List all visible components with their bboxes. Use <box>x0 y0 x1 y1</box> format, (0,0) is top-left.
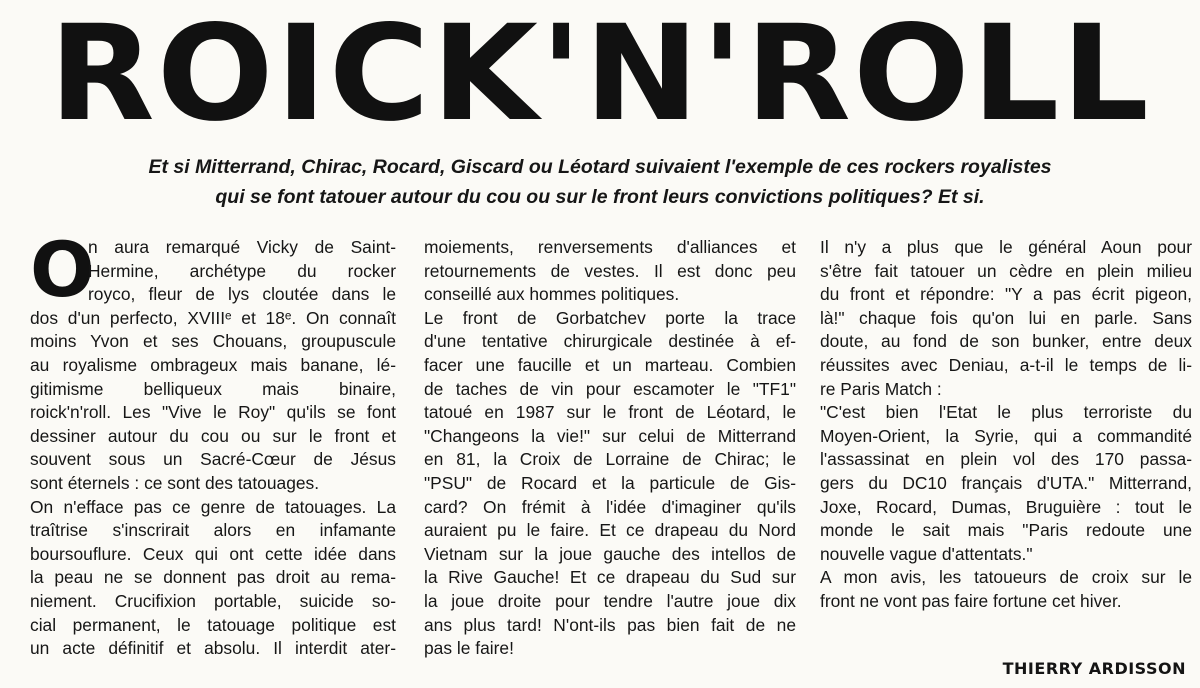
text-line: niement. Crucifixion portable, suicide so- <box>30 590 396 611</box>
text-line: sont éternels : ce sont des tatouages. <box>30 472 320 493</box>
text-line: ans plus tard! N'ont-ils pas bien fait de ne <box>424 614 796 635</box>
text-line: nouvelle vague d'attentats." <box>820 543 1033 564</box>
text-line: s'être fait tatouer un cèdre en plein milieu <box>820 260 1192 281</box>
text-line: d'une tentative chirurgicale destinée à ef- <box>424 331 796 352</box>
text-line: "C'est bien l'Etat le plus terroriste du <box>820 402 1192 423</box>
drop-cap: O <box>30 225 95 314</box>
text-line: de taches de vin pour escamoter le "TF1" <box>424 378 796 399</box>
text-line: A mon avis, les tatoueurs de croix sur le <box>820 567 1192 588</box>
article-column-3 <box>820 236 1192 614</box>
text-line: moins Yvon et ses Chouans, groupuscule <box>30 331 396 352</box>
text-line: en 81, la Croix de Lorraine de Chirac; le <box>424 449 796 470</box>
text-line: du front et répondre: "Y a pas écrit pigeon, <box>820 284 1192 305</box>
text-line: pas le faire! <box>424 638 514 659</box>
headline: ROICK'N'ROLL <box>49 0 1151 151</box>
standfirst-line: Et si Mitterrand, Chirac, Rocard, Giscard ou Léotard suivaient l'exemple de ces rockers royalistes <box>148 156 1052 178</box>
text-line: moiements, renversements d'alliances et <box>424 237 796 257</box>
text-line: facer une faucille et un marteau. Combien <box>424 354 796 375</box>
text-line: auraient pu le faire. Et ce drapeau du Nord <box>424 520 796 541</box>
text-line: la peau ne se donnent pas droit au rema- <box>30 567 396 588</box>
text-line: roick'n'roll. Les "Vive le Roy" qu'ils se font <box>30 402 396 423</box>
text-line: n aura remarqué Vicky de Saint- <box>88 237 396 257</box>
author-signature: THIERRY ARDISSON <box>1002 659 1186 678</box>
text-line: tatoué en 1987 sur le front de Léotard, le <box>424 402 796 423</box>
text-line: monde le sait mais "Paris redoute une <box>820 520 1192 541</box>
text-line: Le front de Gorbatchev porte la trace <box>424 307 796 328</box>
text-line: conseillé aux hommes politiques. <box>424 284 680 305</box>
text-line: On n'efface pas ce genre de tatouages. La <box>30 496 396 517</box>
article-column-1 <box>30 225 396 661</box>
text-line: là!" chaque fois qu'on lui en parle. Sans <box>820 307 1192 328</box>
text-line: Hermine, archétype du rocker <box>88 260 396 281</box>
text-line: l'assassinat en plein vol des 170 passa- <box>820 449 1192 470</box>
text-line: traîtrise s'inscrirait alors en infamante <box>30 520 396 541</box>
text-line: Il n'y a plus que le général Aoun pour <box>820 237 1192 257</box>
text-line: gers du DC10 français d'UTA." Mitterrand, <box>820 472 1192 493</box>
text-line: souvent sous un Sacré-Cœur de Jésus <box>30 449 396 470</box>
text-line: "Changeons la vie!" sur celui de Mitterrand <box>424 425 796 446</box>
standfirst <box>60 152 1140 212</box>
text-line: cial permanent, le tatouage politique est <box>30 614 396 635</box>
text-line: un acte définitif et absolu. Il interdit ater- <box>30 638 396 659</box>
text-line: Joxe, Rocard, Dumas, Bruguière : tout le <box>820 496 1192 517</box>
text-line: réussites avec Deniau, a-t-il le temps de li- <box>820 354 1192 375</box>
article-column-2 <box>424 236 796 661</box>
text-line: card? On frémit à l'idée d'imaginer qu'ils <box>424 496 796 517</box>
standfirst-line: qui se font tatouer autour du cou ou sur le front leurs convictions politiques? Et si. <box>215 186 985 208</box>
text-line: la Rive Gauche! Et ce drapeau du Sud sur <box>424 567 796 588</box>
text-line: dos d'un perfecto, XVIIIᵉ et 18ᵉ. On connaît <box>30 307 396 328</box>
text-line: la joue droite pour tendre l'autre joue dix <box>424 590 796 611</box>
text-line: au royalisme ombrageux mais banane, lé- <box>30 354 396 375</box>
text-line: front ne vont pas faire fortune cet hiver. <box>820 590 1122 611</box>
text-line: re Paris Match : <box>820 378 942 399</box>
text-line: retournements de vestes. Il est donc peu <box>424 260 796 281</box>
text-line: royco, fleur de lys cloutée dans le <box>88 284 396 305</box>
text-line: dessiner autour du cou ou sur le front et <box>30 425 396 446</box>
text-line: gitimisme belliqueux mais binaire, <box>30 378 396 399</box>
text-line: Moyen-Orient, la Syrie, qui a commandité <box>820 425 1192 446</box>
text-line: boursouflure. Ceux qui ont cette idée dans <box>30 543 396 564</box>
text-line: "PSU" de Rocard et la particule de Gis- <box>424 472 796 493</box>
text-line: doute, au fond de son bunker, entre deux <box>820 331 1192 352</box>
text-line: Vietnam sur la joue gauche des intellos de <box>424 543 796 564</box>
